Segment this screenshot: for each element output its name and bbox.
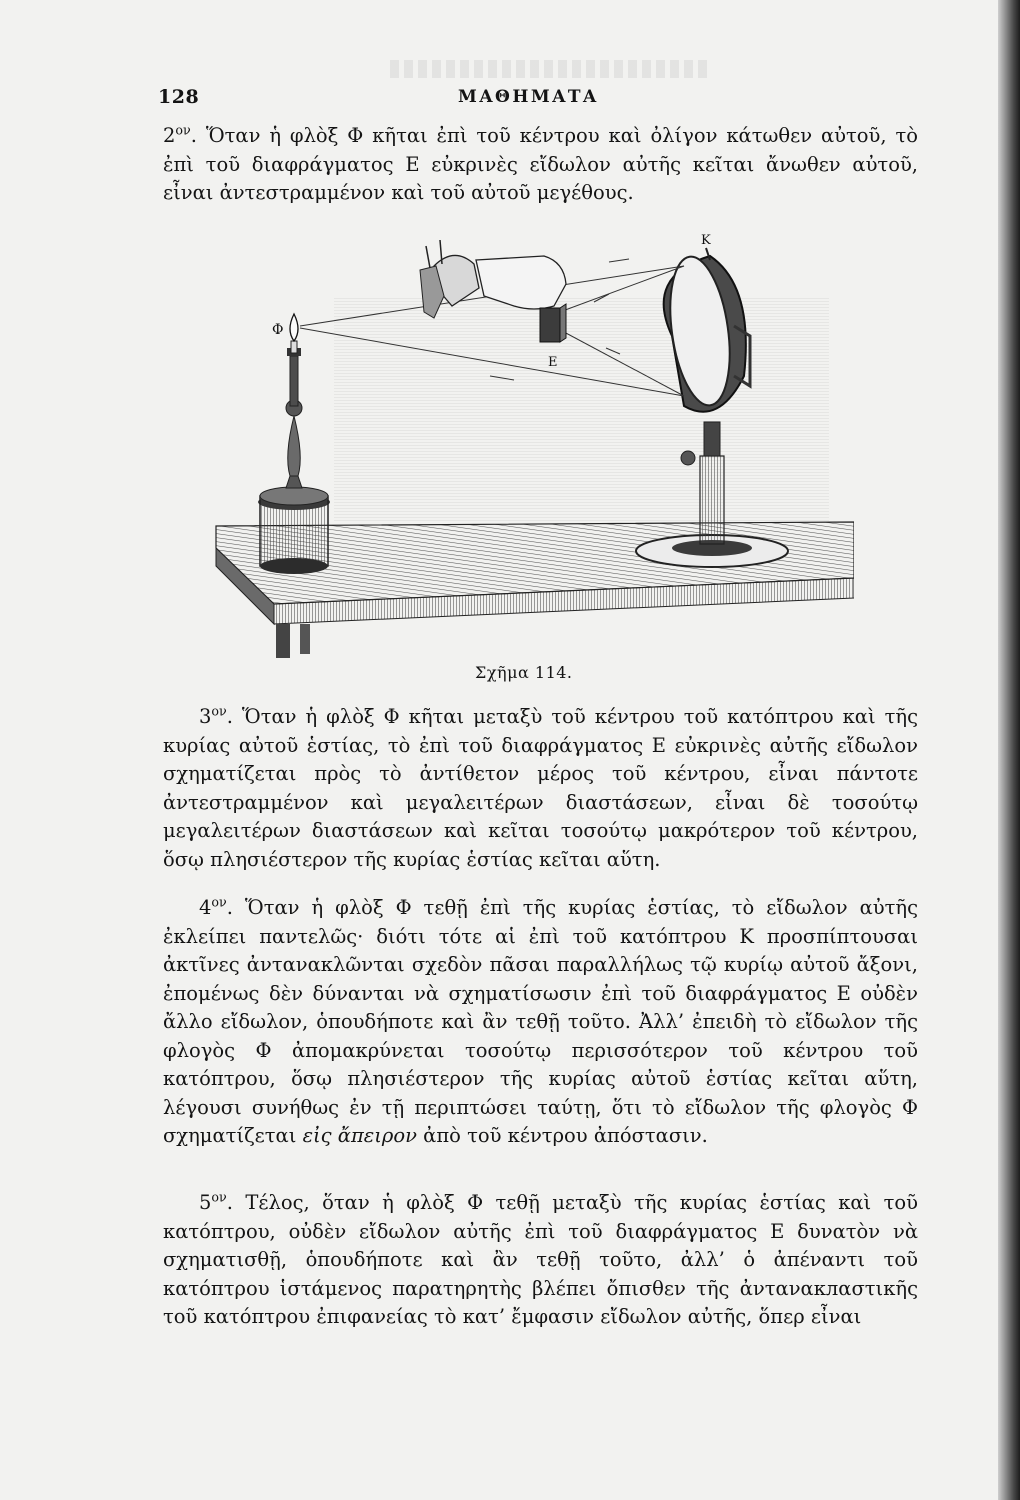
screen-label: E xyxy=(548,355,558,370)
ordinal-3: 3 xyxy=(199,705,212,728)
figure-114-illustration xyxy=(214,226,854,662)
paragraph-3 xyxy=(163,703,918,874)
paragraph-2 xyxy=(163,122,918,208)
paragraph-4-italic: εἰς ἄπειρον xyxy=(302,1124,417,1147)
ordinal-5: 5 xyxy=(199,1191,212,1214)
mirror-label: K xyxy=(701,233,711,248)
paragraph-5-text: . Τέλος, ὅταν ἡ φλὸξ Φ τεθῇ μεταξὺ τῆς κυρίας ἑστίας καὶ τοῦ κατόπτρου, οὐδὲν εἴδωλον αὐτῆς ἐπὶ τοῦ διαφράγματος Ε δυνατὸν νὰ σχηματισθῇ, ὁπουδήποτε καὶ ἂν τεθῇ τοῦτο, ἀλλ’ ὁ ἀπέναντι τοῦ κατόπτρου ἱστάμενος παρατηρητὴς βλέπει ὄπισθεν τῆς ἀνταναклαστικῆς τοῦ κατόπτρου ἐπιφανείας τὸ κατ’ ἔμφασιν εἴδωλον αὐτῆς, ὅπερ εἶναι xyxy=(163,1191,918,1328)
paragraph-2-text: . Ὅταν ἡ φλὸξ Φ κῆται ἐπὶ τοῦ κέντρου καὶ ὀλίγον κάτωθεν αὐτοῦ, τὸ ἐπὶ τοῦ διαφράγματος Ε εὐκρινὲς εἴδωλον αὐτῆς κεῖται ἄνωθεν αὐτοῦ, εἶναι ἀντεστραμμένον καὶ τοῦ αὐτοῦ μεγέθους. xyxy=(163,124,918,204)
background-wall xyxy=(334,298,829,522)
paragraph-5 xyxy=(163,1189,918,1332)
candle-stand xyxy=(258,314,330,574)
paragraph-4-text: . Ὅταν ἡ φλὸξ Φ τεθῇ ἐπὶ τῆς κυρίας ἑστίας, τὸ εἴδωλον αὐτῆς ἐκλείπει παντελῶς· διότι τότε αἱ ἐπὶ τοῦ κατόπτρου Κ προσπίπτουσαι ἀκτῖνες ἀντανακλῶνται σχεδὸν πᾶσαι παραλλήλως τῷ κυρίῳ αὐτοῦ ἄξονι, ἐπομένως δὲν δύνανται νὰ σχηματίσωσιν ἐπὶ τοῦ διαφράγματος Ε οὐδὲν ἄλλο εἴδωλον, ὁπουδήποτε καὶ ἂν τεθῇ τοῦτο. Ἀλλ’ ἐπειδὴ τὸ εἴδωλον τῆς φλογὸς Φ ἀπομακρύνεται τοσούτῳ περισσότερον τοῦ κέντρου τοῦ κατόπτρου, ὅσῳ πλησιέστερον τῆς κυρίας αὐτοῦ ἑστίας κεῖται αὕτη, λέγουσι συνήθως ἐν τῇ περιπτώσει ταύτῃ, ὅτι τὸ εἴδωλον τῆς φλογὸς Φ σχηματίζεται xyxy=(163,896,918,1147)
ordinal-suffix-3: ον xyxy=(211,703,227,719)
bleed-through-text xyxy=(390,60,710,78)
ordinal-suffix-4: ον xyxy=(211,894,227,910)
paragraph-4-tail: ἀπὸ τοῦ κέντρου ἀπόστασιν. xyxy=(416,1124,708,1147)
ordinal-2: 2 xyxy=(163,124,176,147)
flame-label: Φ xyxy=(272,322,284,338)
ordinal-4: 4 xyxy=(199,896,212,919)
ordinal-suffix-2: ον xyxy=(175,122,191,138)
figure-caption: Σχῆμα 114. xyxy=(475,663,573,682)
ordinal-suffix-5: ον xyxy=(211,1189,227,1205)
page-number: 128 xyxy=(158,86,200,108)
running-head: ΜΑΘΗΜΑΤΑ xyxy=(458,87,599,107)
page-header xyxy=(158,86,918,116)
paragraph-4 xyxy=(163,894,918,1151)
page-edge-shadow xyxy=(998,0,1020,1500)
paragraph-3-text: . Ὅταν ἡ φλὸξ Φ κῆται μεταξὺ τοῦ κέντρου τοῦ κατόπτρου καὶ τῆς κυρίας αὐτοῦ ἑστίας, τὸ ἐπὶ τοῦ διαφράγματος Ε εὐκρινὲς αὐτῆς εἴδωλον σχηματίζεται πρὸς τὸ ἀντίθετον μέρος τοῦ κέντρου, εἶναι πάντοτε ἀντεστραμμένον καὶ μεγαλειτέρων διαστάσεων, εἶναι δὲ τοσούτῳ μεγαλειτέρων διαστάσεων καὶ κεῖται τοσούτῳ μακρότερον τοῦ κέντρου, ὅσῳ πλησιέστερον τῆς κυρίας ἑστίας κεῖται αὕτη. xyxy=(163,705,918,871)
